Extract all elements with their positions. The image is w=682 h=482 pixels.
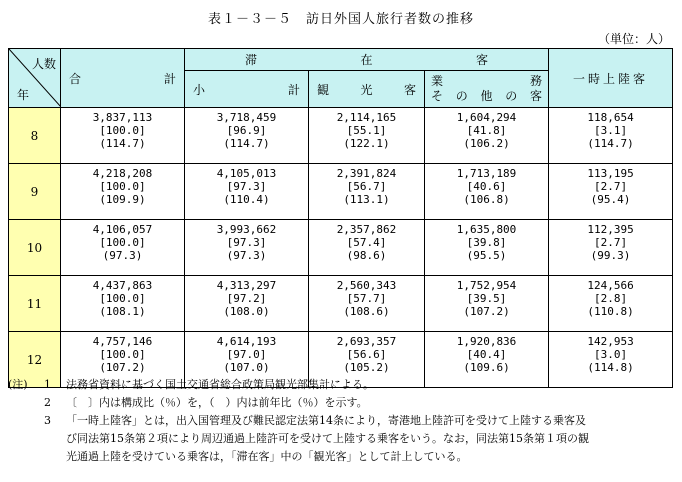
note-number: 3 (44, 414, 51, 427)
table-row (9, 108, 673, 164)
year-cell: 12 (9, 332, 61, 388)
subtotal-cell: 4,105,013 [97.3] (110.4) (216, 167, 277, 206)
total-cell: 4,437,863 [100.0] (108.1) (92, 279, 153, 318)
total-cell: 4,218,208 [100.0] (109.9) (92, 167, 153, 206)
table-row (9, 220, 673, 276)
subtotal-cell: 4,614,193 [97.0] (107.0) (216, 335, 277, 374)
tourist-cell: 2,693,357 [56.6] (105.2) (336, 335, 397, 374)
year-cell: 9 (9, 164, 61, 220)
tourist-cell: 2,357,862 [57.4] (98.6) (336, 223, 397, 262)
tourist-cell: 2,391,824 [56.7] (113.1) (336, 167, 397, 206)
corner-label-year: 年 (17, 88, 30, 102)
tourist-cell: 2,560,343 [57.7] (108.6) (336, 279, 397, 318)
note-number: 2 (44, 396, 51, 409)
visitor-table (8, 48, 673, 388)
header-transit: 一時上陸客 (549, 49, 673, 108)
subtotal-cell: 3,993,662 [97.3] (97.3) (216, 223, 277, 262)
table-title: 表１－３－５ 訪日外国人旅行者数の推移 (207, 12, 474, 27)
header-business: 業 務 そ の 他 の 客 (425, 71, 549, 108)
total-cell: 4,757,146 [100.0] (107.2) (92, 335, 153, 374)
subtotal-cell: 3,718,459 [96.9] (114.7) (216, 111, 277, 150)
notes-lead: (注) (8, 378, 28, 391)
transit-cell: 142,953 [3.0] (114.8) (587, 335, 634, 374)
tourist-cell: 2,114,165 [55.1] (122.1) (336, 111, 397, 150)
business-cell: 1,604,294 [41.8] (106.2) (456, 111, 517, 150)
business-cell: 1,713,189 [40.6] (106.8) (456, 167, 517, 206)
business-cell: 1,920,836 [40.4] (109.6) (456, 335, 517, 374)
header-subtotal: 小 計 (185, 71, 309, 108)
table-row (9, 164, 673, 220)
unit-label: （単位：人） (597, 32, 670, 46)
notes-section (8, 376, 672, 466)
corner-label-count: 人数 (31, 57, 56, 71)
note-item (8, 394, 672, 412)
total-cell: 3,837,113 [100.0] (114.7) (92, 111, 153, 150)
total-cell: 4,106,057 [100.0] (97.3) (92, 223, 153, 262)
note-continuation: び同法第15条第２項により周辺通過上陸許可を受けて上陸する乗客をいう。なお，同法第15条第１項の観 (66, 432, 589, 445)
business-cell: 1,752,954 [39.5] (107.2) (456, 279, 517, 318)
corner-header-cell (9, 49, 61, 108)
subtotal-cell: 4,313,297 [97.2] (108.0) (216, 279, 277, 318)
transit-cell: 124,566 [2.8] (110.8) (587, 279, 634, 318)
year-cell: 8 (9, 108, 61, 164)
business-cell: 1,635,800 [39.8] (95.5) (456, 223, 517, 262)
header-total: 合 計 (61, 49, 185, 108)
header-stay-group: 滞 在 客 (185, 49, 549, 71)
transit-cell: 113,195 [2.7] (95.4) (587, 167, 634, 206)
note-text: 法務省資料に基づく国土交通省総合政策局観光部集計による。 (66, 378, 374, 391)
note-item (8, 376, 672, 394)
header-tourist: 観 光 客 (309, 71, 425, 108)
note-continuation: 光通過上陸を受けている乗客は，「滞在客」中の「観光客」として計上している。 (66, 450, 468, 463)
note-text: 〔 〕内は構成比（％）を，（ ）内は前年比（％）を示す。 (66, 396, 368, 409)
year-cell: 10 (9, 220, 61, 276)
year-cell: 11 (9, 276, 61, 332)
note-item (8, 412, 672, 430)
transit-cell: 118,654 [3.1] (114.7) (587, 111, 634, 150)
note-text: 「一時上陸客」とは，出入国管理及び難民認定法第14条により，寄港地上陸許可を受けて上陸する乗客及 (66, 414, 586, 427)
transit-cell: 112,395 [2.7] (99.3) (587, 223, 634, 262)
table-row (9, 276, 673, 332)
note-number: 1 (44, 378, 51, 391)
